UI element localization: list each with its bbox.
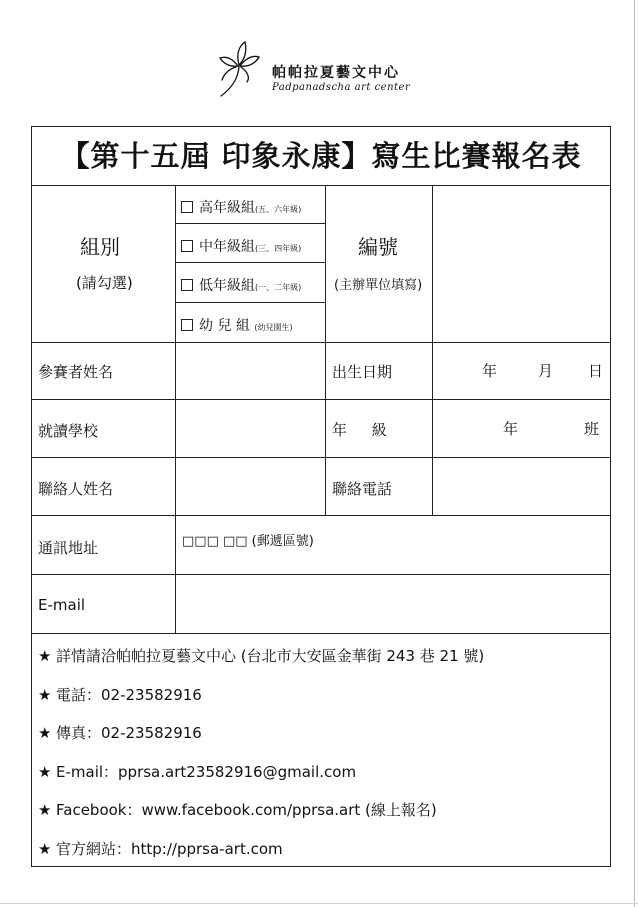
participant-name-label: 參賽者姓名 (38, 363, 114, 381)
email-field[interactable] (176, 575, 609, 633)
contact-phone-field[interactable] (433, 458, 609, 515)
group-label: 組別 (80, 235, 120, 259)
logo (212, 36, 432, 100)
note-fax: ★ 傳真：02-23582916 (38, 724, 202, 742)
birth-date-label: 出生日期 (332, 363, 393, 381)
star-icon: ★ (38, 724, 52, 742)
grade-year-unit: 年 (503, 420, 519, 438)
form-title: 【第十五屆 印象永康】寫生比賽報名表 (60, 139, 582, 173)
birth-year-unit: 年 (482, 362, 498, 380)
serial-field[interactable] (433, 186, 609, 342)
checkbox[interactable] (181, 279, 193, 291)
star-icon: ★ (38, 647, 52, 665)
checkbox[interactable] (181, 240, 193, 252)
school-field[interactable] (176, 400, 325, 457)
checkbox[interactable] (181, 201, 193, 213)
grade-class-unit: 班 (584, 420, 600, 438)
contact-phone-label: 聯絡電話 (332, 480, 393, 498)
grade-field[interactable] (433, 400, 609, 457)
note-email: ★ E-mail：pprsa.art23582916@gmail.com (38, 763, 357, 781)
contact-name-label: 聯絡人姓名 (38, 480, 114, 498)
note-facebook: ★ Facebook：www.facebook.com/pprsa.art (線上報名) (38, 801, 437, 819)
address-label: 通訊地址 (38, 539, 99, 557)
group-sublabel: (請勾選) (76, 274, 133, 292)
registration-form (31, 126, 611, 867)
serial-label: 編號 (358, 235, 398, 259)
star-icon: ★ (38, 763, 52, 781)
divider (325, 185, 326, 515)
divider (175, 302, 325, 303)
birth-month-unit: 月 (538, 362, 554, 380)
birth-date-field[interactable] (433, 343, 609, 399)
divider (32, 633, 610, 634)
serial-sublabel: (主辦單位填寫) (334, 278, 423, 293)
logo-name: 帕帕拉夏藝文中心 (272, 65, 400, 81)
checkbox[interactable] (181, 319, 193, 331)
school-label: 就讀學校 (38, 422, 99, 440)
grade-label: 年 級 (332, 421, 387, 439)
page-edge-right (634, 0, 635, 907)
note-website: ★ 官方網站：http://pprsa-art.com (38, 840, 283, 858)
page-edge-bottom (0, 903, 638, 904)
star-icon: ★ (38, 801, 52, 819)
birth-day-unit: 日 (588, 362, 604, 380)
group-option-middle[interactable]: 中年級組(三、四年級) (181, 236, 301, 256)
divider (175, 262, 325, 263)
divider (175, 223, 325, 224)
star-icon: ★ (38, 840, 52, 858)
postal-code-hint: □□□ □□ (郵遞區號) (182, 534, 314, 549)
group-option-senior[interactable]: 高年級組(五、六年級) (181, 197, 301, 217)
star-icon: ★ (38, 686, 52, 704)
email-label: E-mail (38, 596, 86, 614)
note-phone: ★ 電話：02-23582916 (38, 686, 202, 704)
logo-name-english: Padpanadscha art center (272, 82, 411, 93)
flower-logo-icon (212, 36, 272, 100)
group-option-kindergarten[interactable]: 幼 兒 組 (幼兒園生) (181, 315, 293, 335)
note-contact-info: ★ 詳情請洽帕帕拉夏藝文中心 (台北市大安區金華街 243 巷 21 號) (38, 647, 485, 665)
group-option-junior[interactable]: 低年級組(一、二年級) (181, 275, 301, 295)
contact-name-field[interactable] (176, 458, 325, 515)
participant-name-field[interactable] (176, 343, 325, 399)
